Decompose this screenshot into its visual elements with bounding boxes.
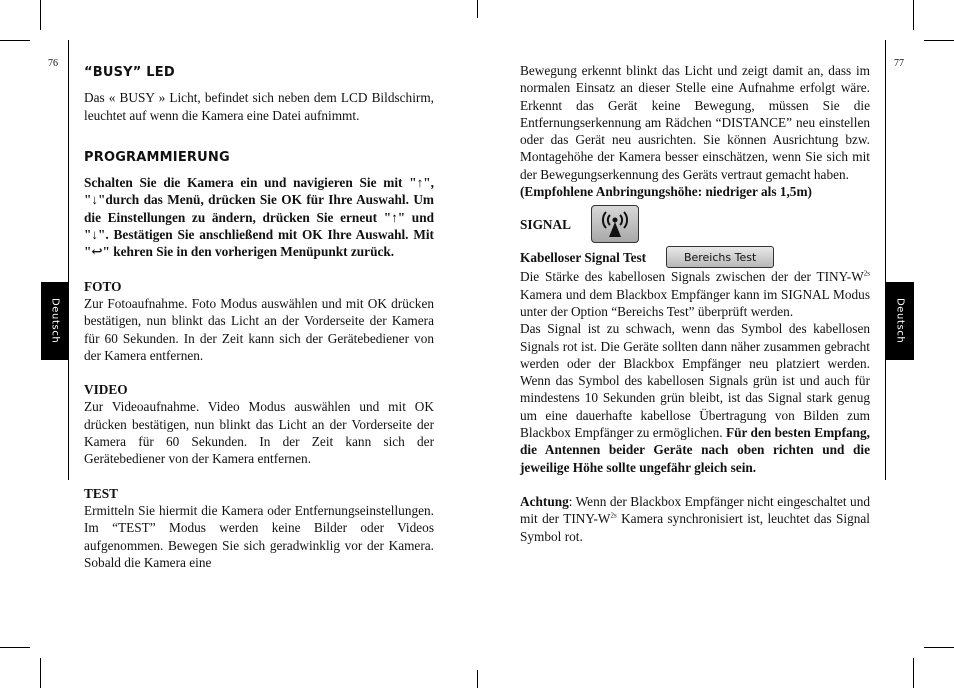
left-column <box>84 64 434 571</box>
recommended-height-note: (Empfohlene Anbringungshöhe: niedriger als 1,5m) <box>520 184 812 200</box>
crop-mark <box>0 40 30 41</box>
signal-paragraph-1: Die Stärke des kabellosen Signals zwischen der der TINY-$W^{2s}$ Kamera und dem Blackbox Empfänger kann im SIGNAL Modus unter der Option “Bereichs Test” überprüft werden. <box>520 269 870 319</box>
crop-mark <box>40 658 41 688</box>
crop-mark <box>913 0 914 30</box>
video-heading: VIDEO <box>84 382 128 398</box>
cable-test-row <box>520 246 870 268</box>
signal-heading: SIGNAL <box>520 216 571 232</box>
busy-led-heading: “BUSY” LED <box>84 65 175 80</box>
page-number-right: 77 <box>894 58 904 69</box>
crop-mark <box>924 40 954 41</box>
foto-text: Zur Fotoaufnahme. Foto Modus auswählen und mit OK drücken bestätigen, nun blinkt das Licht an der Vorderseite der Kamera für 60 Sekunden. In der Zeit kann sich der Gerätebediener von der Kamera entfernen. <box>84 295 434 363</box>
right-column <box>520 62 870 545</box>
signal-row <box>520 204 870 244</box>
crop-mark <box>477 0 478 18</box>
language-tab-right <box>886 282 914 360</box>
crop-mark <box>913 658 914 688</box>
crop-mark <box>477 670 478 688</box>
wireless-signal-icon <box>591 205 639 243</box>
busy-led-text: Das « BUSY » Licht, befindet sich neben dem LCD Bildschirm, leuchtet auf wenn die Kamera eine Datei aufnimmt. <box>84 90 434 123</box>
test-heading: TEST <box>84 485 119 501</box>
range-test-button[interactable]: Bereichs Test <box>666 246 774 268</box>
programmierung-heading: PROGRAMMIERUNG <box>84 149 230 165</box>
language-tab-label: Deutsch <box>894 298 906 344</box>
crop-mark <box>0 647 30 648</box>
page-number-left: 76 <box>48 58 58 69</box>
cable-test-label: Kabelloser Signal Test <box>520 249 647 265</box>
achtung-note: Achtung: Wenn der Blackbox Empfänger nicht eingeschaltet und mit der TINY-$W^{2s}$ Kamera synchronisiert ist, leuchtet das Signal Symbol rot. <box>520 493 870 544</box>
test-continued-text: Bewegung erkennt blinkt das Licht und zeigt damit an, dass im normalen Einsatz an dieser Stelle eine Aufnahme erfolgt wäre. Erkennt das Gerät keine Bewegung, müssen Sie die Entfernungserkennung am Rädchen “DISTANCE” neu einstellen oder das Gerät neu ausrichten. Sie können Ausrichtung bzw. Montagehöhe der Kamera besser einschätzen, wenn Sie sich mit der Bewegungserkennung des Geräts vertraut gemacht haben. <box>520 63 870 182</box>
crop-mark <box>40 0 41 30</box>
crop-mark <box>924 647 954 648</box>
programmierung-text: Schalten Sie die Kamera ein und navigieren Sie mit "↑", "↓"durch das Menü, drücken Sie OK für Ihre Auswahl. Um die Einstellungen zu ändern, drücken Sie erneut "↑" und "↓". Bestätigen Sie anschließend mit OK Ihre Auswahl. Mit "↩" kehren Sie in den vorherigen Menüpunkt zurück. <box>84 175 434 260</box>
test-text: Ermitteln Sie hiermit die Kamera oder Entfernungseinstellungen. Im “TEST” Modus werden keine Bilder oder Videos aufgenommen. Bewegen Sie sich geradwinklig vor der Kamera. Sobald die Kamera eine <box>84 502 434 570</box>
crop-mark <box>885 40 886 480</box>
video-text: Zur Videoaufnahme. Video Modus auswählen und mit OK drücken bestätigen, nun blinkt das Licht an der Vorderseite der Kamera für 60 Sekunden. In der Zeit kann sich der Gerätebediener von der Kamera entfernen. <box>84 399 434 467</box>
foto-heading: FOTO <box>84 278 122 294</box>
language-tab-left <box>41 282 69 360</box>
crop-mark <box>68 40 69 480</box>
signal-paragraph-2: Das Signal ist zu schwach, wenn das Symbol des kabellosen Signals rot ist. Die Geräte sollten dann näher zusammen gebracht werden oder der Blackbox Empfänger neu platziert werden. Wenn das Symbol des kabellosen Signals grün ist und auch für mindestens 10 Sekunden grün bleibt, ist das Signal stark genug um eine dauerhafte kabellose Übertragung von Bilden zum Blackbox Empfänger zu ermöglichen. Für den besten Empfang, die Antennen beider Geräte nach oben richten und die jeweilige Höhe sollte ungefähr gleich sein. <box>520 321 871 475</box>
language-tab-label: Deutsch <box>49 298 61 344</box>
